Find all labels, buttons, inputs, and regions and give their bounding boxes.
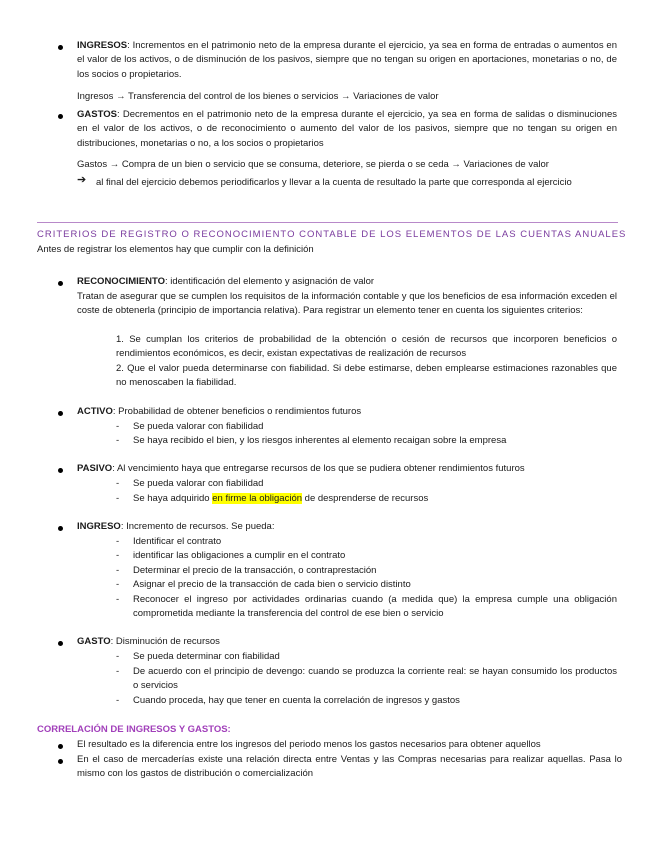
ingreso-heading — [77, 520, 617, 534]
gasto-item: De acuerdo con el principio de devengo: cuando se produzca la corriente real: se hayan consumido los productos o servicios — [133, 666, 617, 692]
ingresos-text: : Incrementos en el patrimonio neto de la empresa durante el ejercicio, ya sea en forma de entradas o aumentos en el valor de los activos, o de disminución de los pasivos, siempre que no tengan su origen en aportaciones, monetarias o no, de los socios o propietarios. — [77, 40, 617, 80]
pasivo-text: : Al vencimiento haya que entregarse recursos de los que se pudiera obtener rendimientos futuros — [112, 463, 525, 474]
ingreso-item: Identificar el contrato — [133, 536, 222, 547]
gastos-arrow-note: al final del ejercicio debemos periodificarlos y llevar a la cuenta de resultado la parte que corresponda al ejercicio — [96, 177, 572, 188]
gasto-item: Se pueda determinar con fiabilidad — [133, 651, 280, 662]
criterios-title: CRITERIOS DE REGISTRO O RECONOCIMIENTO CONTABLE DE LOS ELEMENTOS DE LAS CUENTAS ANUALES — [37, 229, 627, 240]
gastos-definition — [77, 108, 617, 151]
bullet-icon — [58, 45, 63, 50]
ingresos-flow: Ingresos → Transferencia del control de los bienes o servicios → Variaciones de valor — [77, 91, 439, 102]
dash-icon: - — [116, 421, 120, 432]
ingresos-definition — [77, 39, 617, 82]
reconocimiento-heading — [77, 275, 617, 289]
dash-icon: - — [116, 695, 120, 706]
dash-icon: - — [116, 493, 120, 504]
dash-icon: - — [116, 565, 120, 576]
bullet-icon — [58, 641, 63, 646]
gasto-term: GASTO — [77, 636, 111, 647]
reconocimiento-text: : identificación del elemento y asignación de valor — [164, 276, 375, 287]
ingreso-item: identificar las obligaciones a cumplir en el contrato — [133, 550, 346, 561]
pasivo-term: PASIVO — [77, 463, 113, 474]
bullet-icon — [58, 281, 63, 286]
bullet-icon — [58, 526, 63, 531]
criterios-intro: Antes de registrar los elementos hay que cumplir con la definición — [37, 244, 314, 255]
highlighted-text: en firme la obligación — [212, 493, 303, 504]
activo-item: Se haya recibido el bien, y los riesgos inherentes al elemento recaigan sobre la empresa — [133, 435, 507, 446]
bullet-icon — [58, 468, 63, 473]
gastos-text: : Decrementos en el patrimonio neto de la empresa durante el ejercicio, ya sea en forma de salidas o disminuciones en el valor de los activos, o de reconocimiento o aumento del valor de los pasivos, siempre que no tengan su origen en distribuciones, monetarias o no, a los socios o propietarios — [77, 109, 617, 149]
reconocimiento-paragraph: Tratan de asegurar que se cumplen los requisitos de la información contable y que los beneficios de esa información exceden el coste de obtenerla (principio de importancia relativa). Para registrar un elemento tener en cuenta los siguientes criterios: — [77, 291, 617, 317]
dash-icon: - — [116, 579, 120, 590]
correlacion-item: En el caso de mercaderías existe una relación directa entre Ventas y las Compras necesarias para realizar aquellas. Pasa lo mismo con los gastos de distribución o comercialización — [77, 754, 622, 780]
dash-icon: - — [116, 536, 120, 547]
pasivo-heading — [77, 462, 622, 476]
ingresos-term: INGRESOS — [77, 40, 128, 51]
pasivo-item: Se pueda valorar con fiabilidad — [133, 478, 264, 489]
bullet-icon — [58, 411, 63, 416]
ingreso-item: Reconocer el ingreso por actividades ordinarias cuando (a medida que) la empresa cumple una obligación comprometida mediante la transferencia del control de ese bien o servicio — [133, 594, 617, 620]
dash-icon: - — [116, 550, 120, 561]
bullet-icon — [58, 114, 63, 119]
gasto-item: Cuando proceda, hay que tener en cuenta la correlación de ingresos y gastos — [133, 695, 460, 706]
pasivo-item — [133, 492, 617, 506]
gastos-term: GASTOS — [77, 109, 117, 120]
ingreso-text: : Incremento de recursos. Se pueda: — [120, 521, 275, 532]
ingreso-item: Determinar el precio de la transacción, o contraprestación — [133, 565, 377, 576]
bullet-icon — [58, 744, 63, 749]
dash-icon: - — [116, 594, 120, 605]
pasivo-item-text: Se haya adquirido — [133, 493, 213, 504]
bullet-icon — [58, 759, 63, 764]
reconocimiento-criterion-1: 1. Se cumplan los criterios de probabilidad de la obtención o cesión de recursos que incorporen beneficios o rendimientos económicos, es decir, existan expectativas de realización de recursos — [116, 334, 617, 360]
dash-icon: - — [116, 666, 120, 677]
reconocimiento-term: RECONOCIMIENTO — [77, 276, 165, 287]
correlacion-item: El resultado es la diferencia entre los ingresos del periodo menos los gastos necesarios para obtener aquellos — [77, 739, 541, 750]
reconocimiento-criterion-2: 2. Que el valor pueda determinarse con fiabilidad. Si debe estimarse, deben emplearse estimaciones razonables que no menoscaben la fiabilidad. — [116, 363, 617, 389]
section-divider — [37, 222, 618, 223]
activo-term: ACTIVO — [77, 406, 113, 417]
activo-heading — [77, 405, 617, 419]
activo-text: : Probabilidad de obtener beneficios o rendimientos futuros — [112, 406, 362, 417]
ingreso-item: Asignar el precio de la transacción de cada bien o servicio distinto — [133, 579, 411, 590]
dash-icon: - — [116, 651, 120, 662]
gasto-text: : Disminución de recursos — [110, 636, 220, 647]
ingreso-term: INGRESO — [77, 521, 121, 532]
dash-icon: - — [116, 478, 120, 489]
arrow-right-icon: ➔ — [77, 174, 87, 186]
pasivo-item-text: de desprenderse de recursos — [302, 493, 429, 504]
dash-icon: - — [116, 435, 120, 446]
gastos-flow: Gastos → Compra de un bien o servicio que se consuma, deteriore, se pierda o se ceda → Variaciones de valor — [77, 159, 549, 170]
correlacion-title: CORRELACIÓN DE INGRESOS Y GASTOS: — [37, 724, 231, 735]
activo-item: Se pueda valorar con fiabilidad — [133, 421, 264, 432]
gasto-heading — [77, 635, 617, 649]
